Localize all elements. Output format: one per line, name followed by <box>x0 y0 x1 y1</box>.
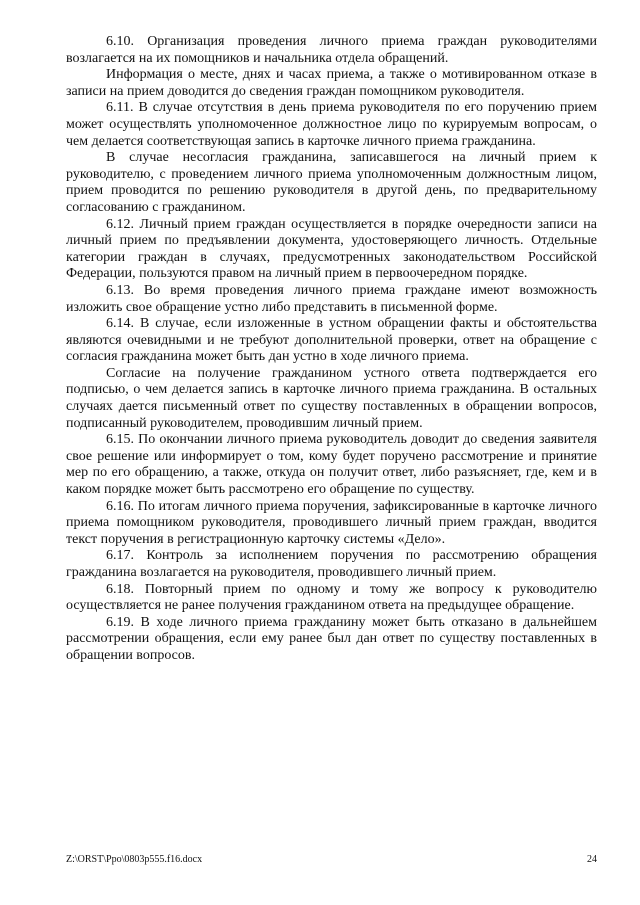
document-body <box>66 34 597 665</box>
paragraph-6-17: 6.17. Контроль за исполнением поручения по рассмотрению обращения гражданина возлагается на руководителя, проводившего личный прием. <box>66 548 597 580</box>
paragraph-info-reception: Информация о месте, днях и часах приема, а также о мотивированном отказе в записи на прием доводится до сведения граждан помощником руководителя. <box>66 67 597 99</box>
paragraph-disagreement: В случае несогласия гражданина, записавшегося на личный прием к руководителю, с проведением личного приема уполномоченным должностным лицом, прием проводится по решению руководителя в другой день, по предварительному согласованию с гражданином. <box>66 150 597 215</box>
footer-page-number: 24 <box>587 854 597 865</box>
paragraph-6-16: 6.16. По итогам личного приема поручения, зафиксированные в карточке личного приема помощником руководителя, проводившего личный прием граждан, вводится текст поручения в регистрационную карточку системы «Дело». <box>66 498 597 547</box>
page-footer <box>66 854 597 865</box>
paragraph-6-11: 6.11. В случае отсутствия в день приема руководителя по его поручению прием может осуществлять уполномоченное должностное лицо по курируемым вопросам, о чем делается соответствующая запись в карточке личного приема гражданина. <box>66 100 597 149</box>
paragraph-6-19: 6.19. В ходе личного приема гражданину может быть отказано в дальнейшем рассмотрении обращения, если ему ранее был дан ответ по существу поставленных в обращении вопросов. <box>66 614 597 663</box>
paragraph-6-10: 6.10. Организация проведения личного приема граждан руководителями возлагается на их помощников и начальника отдела обращений. <box>66 34 597 66</box>
paragraph-6-12: 6.12. Личный прием граждан осуществляется в порядке очередности записи на личный прием по предъявлении документа, удостоверяющего личность. Отдельные категории граждан в случаях, предусмотренных законодательством Российской Федерации, пользуются правом на личный прием в первоочередном порядке. <box>66 216 597 282</box>
footer-file-path: Z:\ORST\Ppo\0803p555.f16.docx <box>66 854 203 865</box>
paragraph-6-18: 6.18. Повторный прием по одному и тому же вопросу к руководителю осуществляется не ранее получения гражданином ответа на предыдущее обращение. <box>66 581 597 614</box>
paragraph-6-13: 6.13. Во время проведения личного приема граждане имеют возможность изложить свое обращение устно либо представить в письменной форме. <box>66 282 597 315</box>
paragraph-6-14: 6.14. В случае, если изложенные в устном обращении факты и обстоятельства являются очевидными и не требуют дополнительной проверки, ответ на обращение с согласия гражданина может быть дан устно в ходе личного приема. <box>66 316 597 365</box>
paragraph-6-15: 6.15. По окончании личного приема руководитель доводит до сведения заявителя свое решение или информирует о том, кому будет поручено рассмотрение и принятие мер по его обращению, а также, откуда он получит ответ, либо разъясняет, где, кем и в каком порядке может быть рассмотрено его обращение по существу. <box>66 432 597 498</box>
paragraph-oral-answer-consent: Согласие на получение гражданином устного ответа подтверждается его подписью, о чем делается запись в карточке личного приема гражданина. В остальных случаях дается письменный ответ по существу поставленных в обращении вопросов, подписанный руководителем, проводившим личный прием. <box>66 365 597 431</box>
